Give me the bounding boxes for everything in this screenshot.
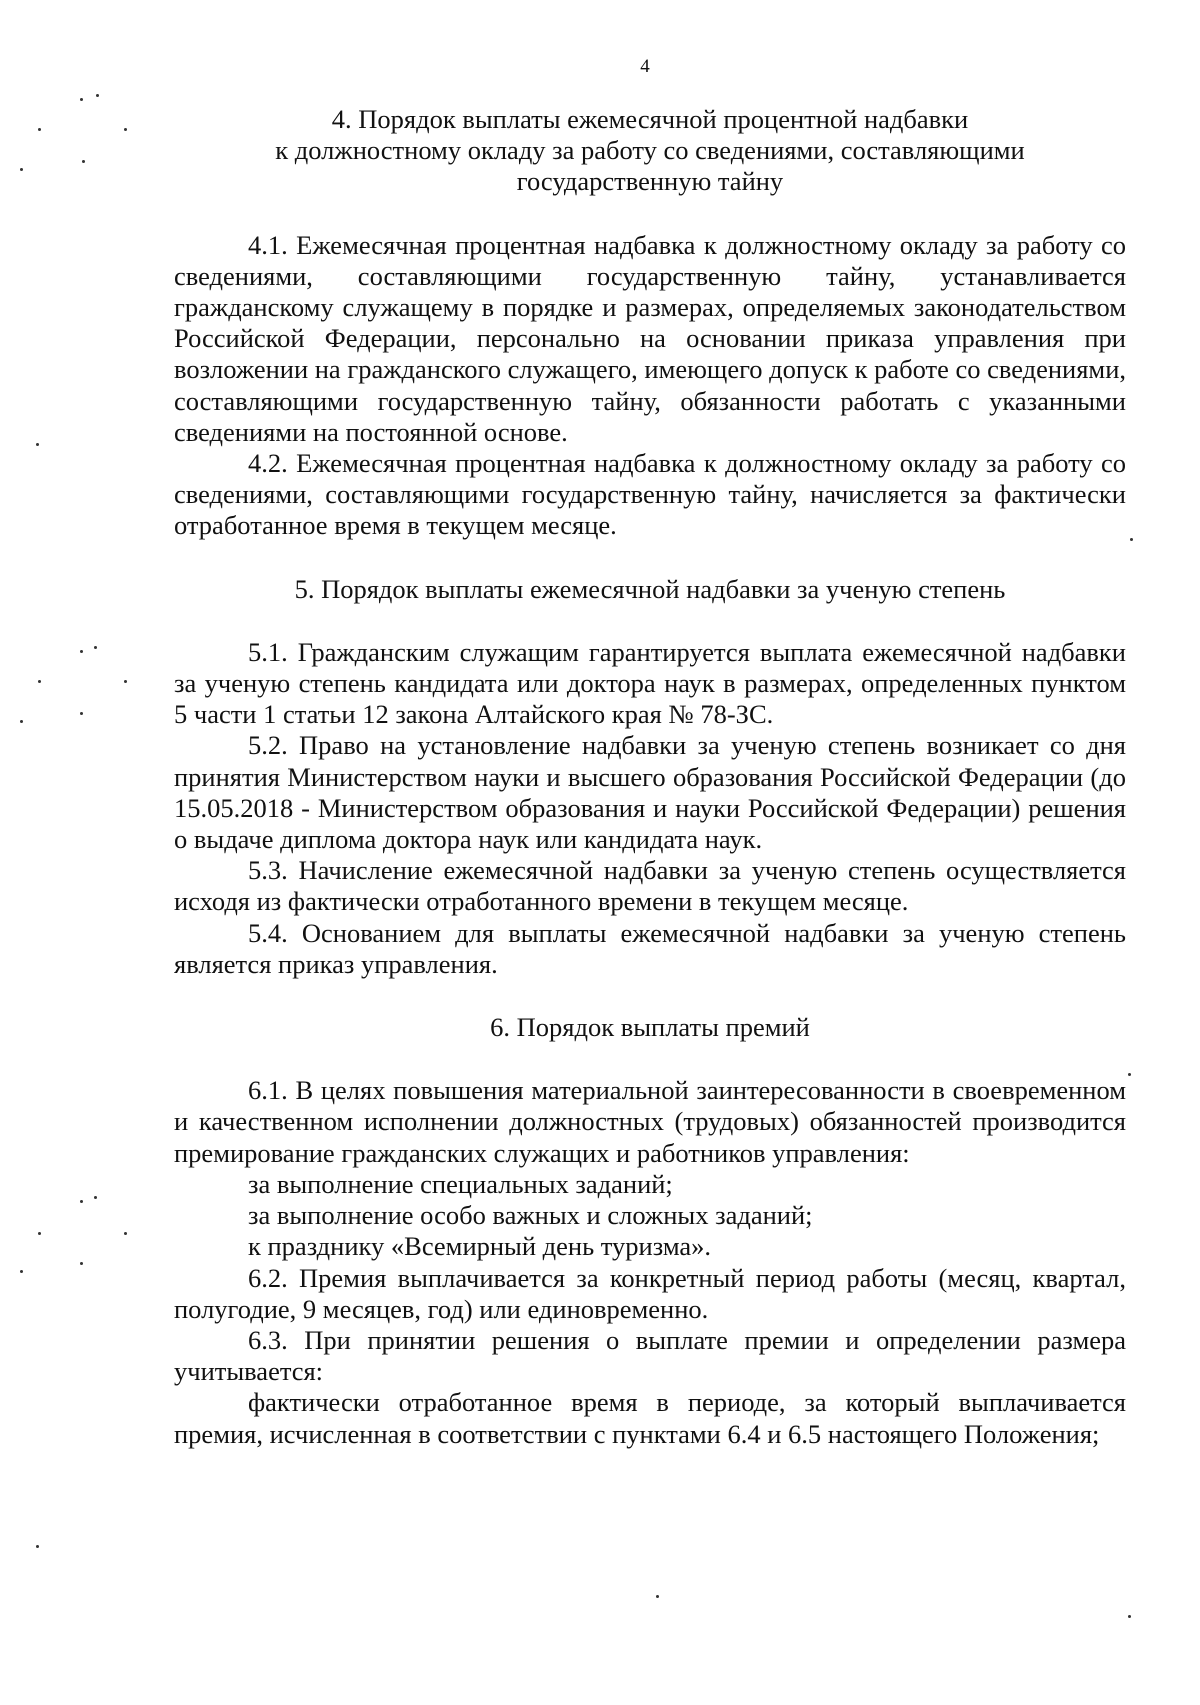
paragraph-5-1: 5.1. Гражданским служащим гарантируется выплата ежемесячной надбавки за ученую степень кандидата или доктора наук в размерах, определенных пунктом 5 части 1 статьи 12 закона Алтайского края № 78-ЗС.: [174, 636, 1126, 730]
scan-speck: [124, 128, 127, 131]
section-heading-line: 4. Порядок выплаты ежемесячной процентной надбавки: [331, 104, 969, 134]
scan-speck: [80, 98, 83, 101]
paragraph-4-1: 4.1. Ежемесячная процентная надбавка к должностному окладу за работу со сведениями, составляющими государственную тайну, устанавливается гражданскому служащему в порядке и размерах, определяемых законодательством Российской Федерации, персонально на основании приказа управления при возложении на гражданского служащего, имеющего допуск к работе со сведениями, составляющими государственную тайну, обязанности работать с указанными сведениями на постоянной основе.: [174, 229, 1126, 447]
paragraph-5-2: 5.2. Право на установление надбавки за ученую степень возникает со дня принятия Министерством науки и высшего образования Российской Федерации (до 15.05.2018 - Министерством образования и науки Российской Федерации) решения о выдаче диплома доктора наук или кандидата наук.: [174, 730, 1126, 855]
scan-speck: [80, 1262, 83, 1265]
list-item: за выполнение специальных заданий;: [248, 1168, 673, 1199]
section-4: [174, 104, 1126, 542]
scan-speck: [80, 1200, 83, 1203]
paragraph-5-3: 5.3. Начисление ежемесячной надбавки за ученую степень осуществляется исходя из фактически отработанного времени в текущем месяце.: [174, 855, 1126, 917]
scan-speck: [20, 1270, 23, 1273]
scan-speck: [1130, 538, 1133, 541]
scan-speck: [82, 160, 85, 163]
paragraph-5-4: 5.4. Основанием для выплаты ежемесячной надбавки за ученую степень является приказ управления.: [174, 917, 1126, 979]
scan-speck: [124, 1232, 127, 1235]
paragraph-4-2: 4.2. Ежемесячная процентная надбавка к должностному окладу за работу со сведениями, составляющими государственную тайну, начисляется за фактически отработанное время в текущем месяце.: [174, 448, 1126, 541]
scan-speck: [36, 443, 39, 446]
scan-speck: [38, 680, 41, 683]
scan-speck: [80, 712, 83, 715]
list-item: за выполнение особо важных и сложных заданий;: [248, 1200, 813, 1231]
section-heading-line: 6. Порядок выплаты премий: [490, 1012, 810, 1043]
paragraph-6-3: 6.3. При принятии решения о выплате премии и определении размера учитывается:: [174, 1324, 1126, 1387]
paragraph-6-3-item: фактически отработанное время в периоде, за который выплачивается премия, исчисленная в соответствии с пунктами 6.4 и 6.5 настоящего Положения;: [174, 1387, 1126, 1449]
scan-speck: [124, 680, 127, 683]
scan-speck: [1128, 1615, 1131, 1618]
scan-speck: [94, 1196, 97, 1199]
scan-speck: [38, 128, 41, 131]
scan-speck: [38, 1232, 41, 1235]
scan-speck: [1128, 1073, 1131, 1076]
scan-speck: [80, 650, 83, 653]
scan-speck: [20, 168, 23, 171]
scan-speck: [94, 646, 97, 649]
scan-speck: [36, 1545, 39, 1548]
paragraph-6-2: 6.2. Премия выплачивается за конкретный период работы (месяц, квартал, полугодие, 9 месяцев, год) или единовременно.: [174, 1262, 1126, 1324]
list-item: к празднику «Всемирный день туризма».: [248, 1231, 712, 1262]
document-body: [174, 104, 1126, 1450]
scan-speck: [656, 1595, 659, 1598]
page-number: 4: [640, 56, 650, 77]
section-6: [174, 1012, 1126, 1450]
section-5: [174, 574, 1126, 980]
scan-speck: [96, 94, 99, 97]
section-heading-line: государственную тайну: [516, 166, 784, 197]
section-heading-line: к должностному окладу за работу со сведениями, составляющими: [275, 135, 1025, 166]
section-heading-line: 5. Порядок выплаты ежемесячной надбавки за ученую степень: [294, 573, 1006, 604]
scan-speck: [20, 720, 23, 723]
paragraph-6-1: 6.1. В целях повышения материальной заинтересованности в своевременном и качественном исполнении должностных (трудовых) обязанностей производится премирование гражданских служащих и работников управления:: [174, 1075, 1126, 1168]
